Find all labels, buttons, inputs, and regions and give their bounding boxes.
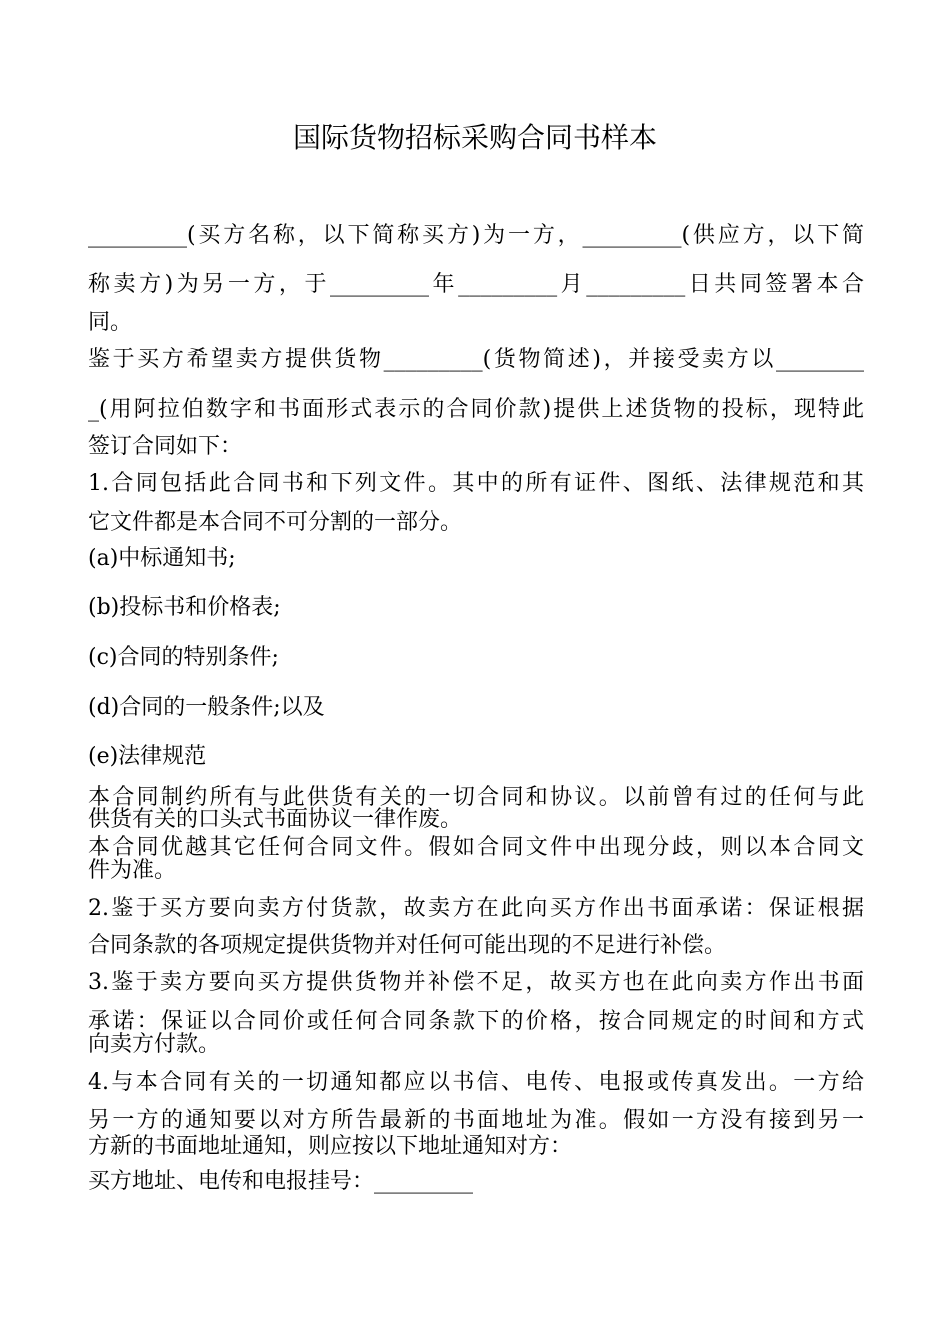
document-title: 国际货物招标采购合同书样本 [292, 121, 657, 154]
list-item: (b)投标书和价格表; [88, 595, 281, 620]
list-item: (d)合同的一般条件;以及 [88, 695, 325, 720]
text-line: 同。 [88, 310, 133, 335]
list-item: (c)合同的特别条件; [88, 645, 279, 670]
text-line: 本合同优越其它任何合同文件。假如合同文件中出现分歧，则以本合同文 [88, 835, 864, 860]
text-line: 另一方的通知要以对方所告最新的书面地址为准。假如一方没有接到另一 [88, 1108, 864, 1133]
text-line: 供货有关的口头式书面协议一律作废。 [88, 807, 463, 832]
text-line: _________(买方名称，以下简称买方)为一方，_________(供应方，以下简 [88, 223, 864, 248]
text-line: 4.与本合同有关的一切通知都应以书信、电传、电报或传真发出。一方给 [88, 1070, 864, 1095]
text-line: 合同条款的各项规定提供货物并对任何可能出现的不足进行补偿。 [88, 933, 727, 958]
text-line: 承诺：保证以合同价或任何合同条款下的价格，按合同规定的时间和方式 [88, 1009, 864, 1034]
text-line: 件为准。 [88, 858, 177, 883]
list-item: (e)法律规范 [88, 744, 207, 769]
text-line: 鉴于买方希望卖方提供货物_________(货物简述)，并接受卖方以________ [88, 347, 864, 372]
text-line: 称卖方)为另一方，于_________年_________月_________日共同签署本合 [88, 272, 864, 297]
text-line: 向卖方付款。 [88, 1032, 221, 1057]
list-item: (a)中标通知书; [88, 546, 236, 571]
text-line: 方新的书面地址通知，则应按以下地址通知对方： [88, 1134, 573, 1159]
text-line: 2.鉴于买方要向卖方付货款，故卖方在此向买方作出书面承诺：保证根据 [88, 896, 864, 921]
text-line: 本合同制约所有与此供货有关的一切合同和协议。以前曾有过的任何与此 [88, 785, 864, 810]
text-line: 3.鉴于卖方要向买方提供货物并补偿不足，故买方也在此向卖方作出书面 [88, 970, 864, 995]
text-line: _(用阿拉伯数字和书面形式表示的合同价款)提供上述货物的投标，现特此 [88, 397, 864, 422]
text-line: 1.合同包括此合同书和下列文件。其中的所有证件、图纸、法律规范和其 [88, 471, 864, 496]
text-line: 它文件都是本合同不可分割的一部分。 [88, 510, 463, 535]
text-line: 买方地址、电传和电报挂号：_________ [88, 1169, 474, 1194]
text-line: 签订合同如下： [88, 434, 243, 459]
